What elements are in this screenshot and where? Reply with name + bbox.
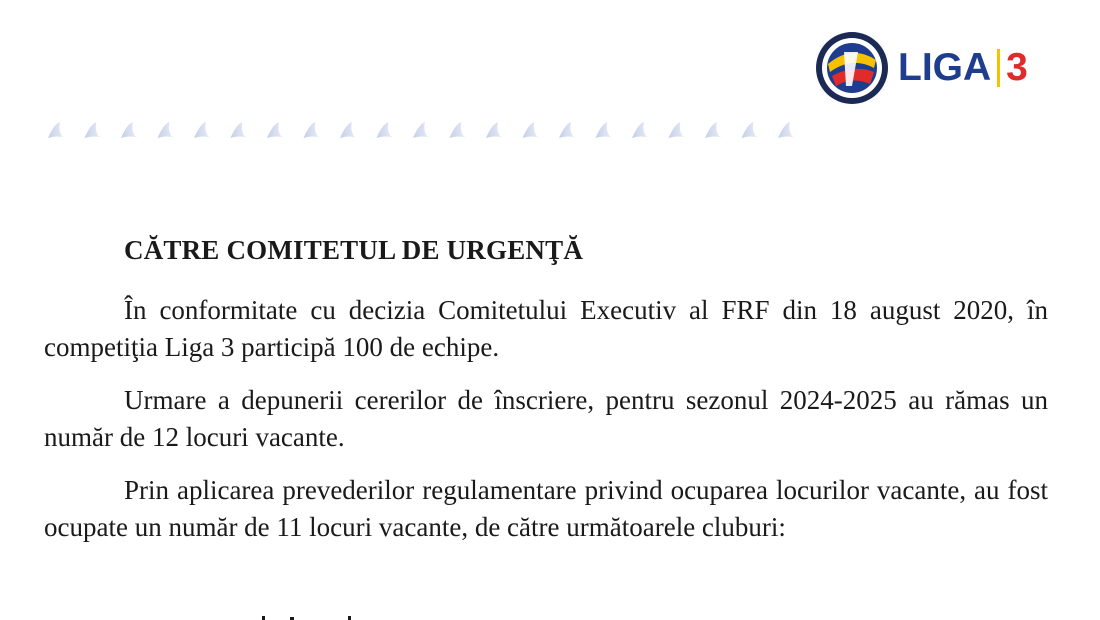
paragraph-1: În conformitate cu decizia Comitetului Executiv al FRF din 18 august 2020, în competiţia Liga 3 participă 100 de echipe.	[44, 295, 1048, 362]
bird-shape	[669, 122, 687, 138]
logo-separator	[997, 49, 1000, 87]
bird-shape	[377, 122, 395, 138]
logo-wordmark	[898, 46, 1028, 90]
bird-shape	[85, 122, 103, 138]
bird-shape	[559, 122, 577, 138]
bird-shape	[158, 122, 176, 138]
bird-shape	[742, 122, 760, 138]
bird-shape	[267, 122, 285, 138]
bird-shape	[340, 122, 358, 138]
bird-shape	[121, 122, 139, 138]
bird-shape	[523, 122, 541, 138]
logo-word-liga: LIGA	[898, 46, 992, 89]
bird-shape	[632, 122, 650, 138]
bird-shape	[304, 122, 322, 138]
document-body	[44, 228, 1048, 562]
bird-shape	[705, 122, 723, 138]
bird-shape	[231, 122, 249, 138]
bird-shape	[194, 122, 212, 138]
logo-number: 3	[1006, 46, 1028, 89]
paragraph-2: Urmare a depunerii cererilor de înscriere, pentru sezonul 2024-2025 au rămas un număr de 12 locuri vacante.	[44, 385, 1048, 452]
bird-shape	[450, 122, 468, 138]
bird-shape	[413, 122, 431, 138]
document-title: CĂTRE COMITETUL DE URGENŢĂ	[124, 235, 584, 265]
bird-shape	[486, 122, 504, 138]
bird-shape	[596, 122, 614, 138]
bird-shape	[48, 122, 66, 138]
liga3-logo	[814, 30, 1028, 106]
paragraph-3: Prin aplicarea prevederilor regulamentare privind ocuparea locurilor vacante, au fost ocupate un număr de 11 locuri vacante, de către următoarele cluburi:	[44, 475, 1048, 542]
bird-pattern-icon	[46, 118, 806, 146]
bird-shape	[778, 122, 796, 138]
liga3-emblem-icon	[814, 30, 890, 106]
